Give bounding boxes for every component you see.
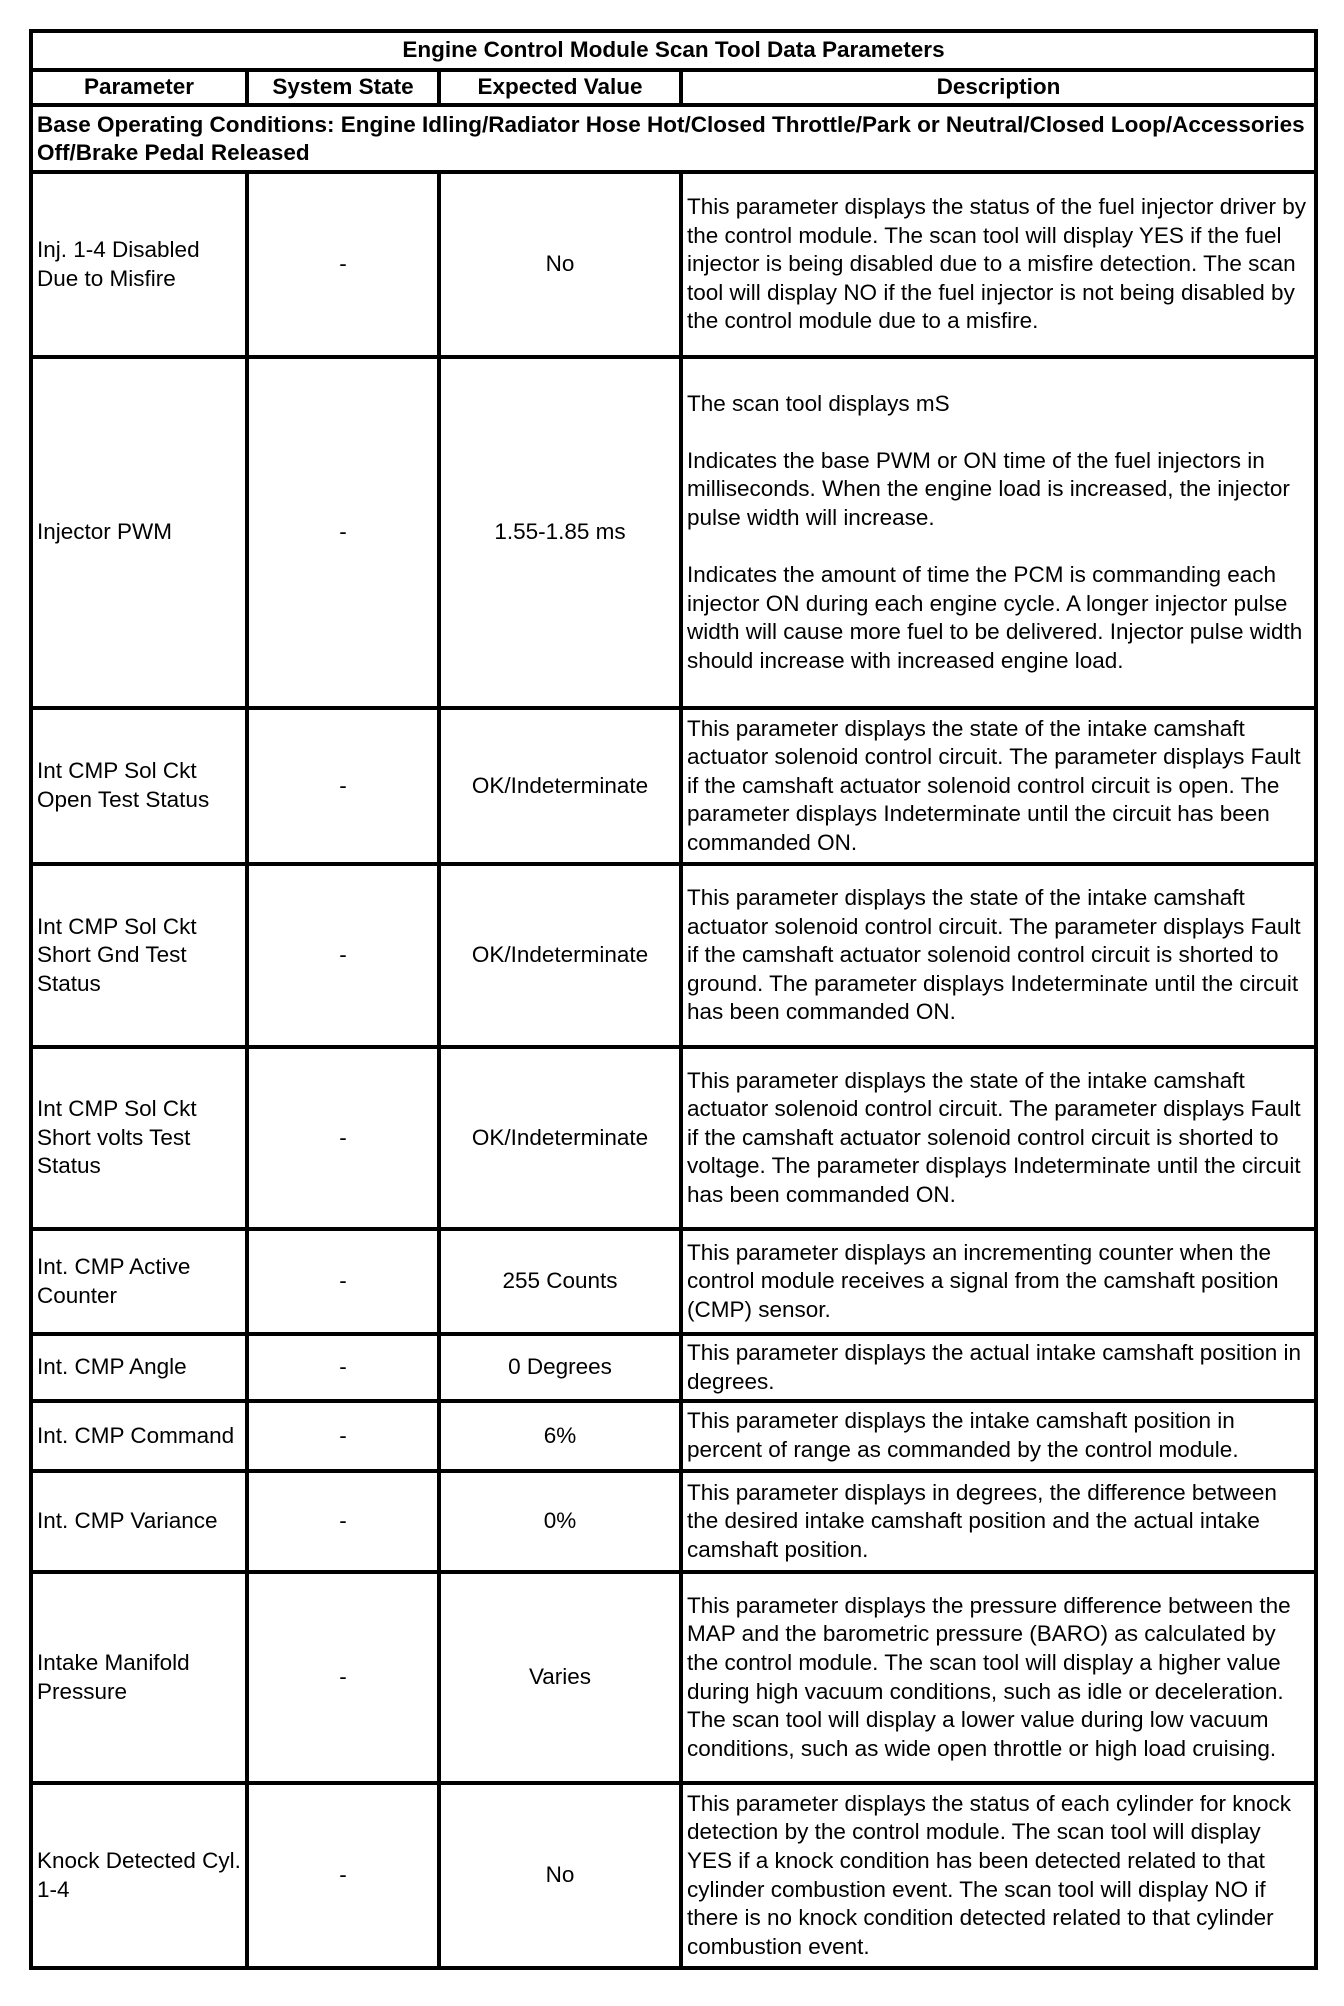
description-paragraph: This parameter displays the intake camshaft position in percent of range as commanded by the control module. (687, 1408, 1239, 1462)
column-header-parameter: Parameter (31, 70, 247, 105)
description-paragraph: The scan tool displays mS (687, 390, 950, 416)
table-row (31, 357, 1316, 708)
expected-value-cell: 6% (439, 1401, 681, 1471)
column-header-expected-value: Expected Value (439, 70, 681, 105)
table-row (31, 1401, 1316, 1471)
description-paragraph: Indicates the amount of time the PCM is commanding each injector ON during each engine cycle. A longer injector pulse width will cause more fuel to be delivered. Injector pulse width should increase with increased engine load. (687, 562, 1303, 673)
description-cell (681, 1471, 1316, 1572)
system-state-cell: - (247, 864, 439, 1047)
description-paragraph: This parameter displays the state of the intake camshaft actuator solenoid control circuit. The parameter displays Fault if the camshaft actuator solenoid control circuit is open. The parameter displays Indeterminate until the circuit has been commanded ON. (687, 715, 1301, 855)
system-state-cell: - (247, 708, 439, 864)
column-header-description: Description (681, 70, 1316, 105)
expected-value-cell: No (439, 172, 681, 357)
expected-value-cell: Varies (439, 1572, 681, 1783)
description-cell (681, 1047, 1316, 1229)
parameter-cell: Int CMP Sol Ckt Short Gnd Test Status (31, 864, 247, 1047)
expected-value-cell: OK/Indeterminate (439, 1047, 681, 1229)
parameter-cell: Int. CMP Angle (31, 1334, 247, 1401)
parameter-cell: Int. CMP Active Counter (31, 1229, 247, 1334)
description-cell (681, 708, 1316, 864)
description-cell (681, 357, 1316, 708)
table-row (31, 864, 1316, 1047)
system-state-cell: - (247, 1229, 439, 1334)
header-row (31, 70, 1316, 105)
table-row (31, 1572, 1316, 1783)
table-row (31, 1334, 1316, 1401)
description-paragraph: This parameter displays the state of the intake camshaft actuator solenoid control circuit. The parameter displays Fault if the camshaft actuator solenoid control circuit is shorted to ground. The parameter displays Indeterminate until the circuit has been commanded ON. (687, 885, 1301, 1025)
description-cell (681, 1229, 1316, 1334)
parameter-cell: Knock Detected Cyl. 1-4 (31, 1783, 247, 1968)
description-cell (681, 1401, 1316, 1471)
table-row (31, 1471, 1316, 1572)
description-paragraph: This parameter displays the pressure difference between the MAP and the barometric pressure (BARO) as calculated by the control module. The scan tool will display a higher value during high vacuum conditions, such as idle or deceleration. The scan tool will display a lower value during low vacuum conditions, such as wide open throttle or high load cruising. (687, 1592, 1291, 1761)
parameter-cell: Intake Manifold Pressure (31, 1572, 247, 1783)
expected-value-cell: No (439, 1783, 681, 1968)
description-cell (681, 1783, 1316, 1968)
description-cell (681, 864, 1316, 1047)
system-state-cell: - (247, 1572, 439, 1783)
scan-tool-data-table (29, 29, 1318, 1970)
table-row (31, 1047, 1316, 1229)
parameter-cell: Int CMP Sol Ckt Short volts Test Status (31, 1047, 247, 1229)
parameter-cell: Inj. 1-4 Disabled Due to Misfire (31, 172, 247, 357)
description-paragraph: Indicates the base PWM or ON time of the fuel injectors in milliseconds. When the engine load is increased, the injector pulse width will increase. (687, 447, 1290, 530)
system-state-cell: - (247, 1047, 439, 1229)
description-paragraph: This parameter displays the status of each cylinder for knock detection by the control module. The scan tool will display YES if a knock condition has been detected related to that cylinder combustion event. The scan tool will display NO if there is no knock condition detected related to that cylinder combustion event. (687, 1790, 1292, 1959)
table-row (31, 1229, 1316, 1334)
parameter-cell: Injector PWM (31, 357, 247, 708)
description-cell (681, 172, 1316, 357)
expected-value-cell: 0% (439, 1471, 681, 1572)
system-state-cell: - (247, 1401, 439, 1471)
description-paragraph: This parameter displays an incrementing counter when the control module receives a signal from the camshaft position (CMP) sensor. (687, 1239, 1279, 1322)
description-cell (681, 1334, 1316, 1401)
description-paragraph: This parameter displays the state of the intake camshaft actuator solenoid control circuit. The parameter displays Fault if the camshaft actuator solenoid control circuit is shorted to voltage. The parameter displays Indeterminate until the circuit has been commanded ON. (687, 1067, 1301, 1207)
expected-value-cell: OK/Indeterminate (439, 708, 681, 864)
system-state-cell: - (247, 1783, 439, 1968)
table-title: Engine Control Module Scan Tool Data Parameters (31, 31, 1316, 70)
table-row (31, 172, 1316, 357)
description-paragraph: This parameter displays the status of the fuel injector driver by the control module. The scan tool will display YES if the fuel injector is being disabled due to a misfire detection. The scan tool will display NO if the fuel injector is not being disabled by the control module due to a misfire. (687, 194, 1307, 334)
description-paragraph: This parameter displays the actual intake camshaft position in degrees. (687, 1339, 1302, 1394)
table-row (31, 708, 1316, 864)
system-state-cell: - (247, 172, 439, 357)
parameter-cell: Int. CMP Variance (31, 1471, 247, 1572)
system-state-cell: - (247, 1334, 439, 1401)
description-paragraph: This parameter displays in degrees, the difference between the desired intake camshaft position and the actual intake camshaft position. (687, 1479, 1277, 1562)
expected-value-cell: OK/Indeterminate (439, 864, 681, 1047)
column-header-system-state: System State (247, 70, 439, 105)
description-cell (681, 1572, 1316, 1783)
system-state-cell: - (247, 357, 439, 708)
table-row (31, 1783, 1316, 1968)
system-state-cell: - (247, 1471, 439, 1572)
expected-value-cell: 255 Counts (439, 1229, 681, 1334)
expected-value-cell: 1.55-1.85 ms (439, 357, 681, 708)
expected-value-cell: 0 Degrees (439, 1334, 681, 1401)
parameter-cell: Int CMP Sol Ckt Open Test Status (31, 708, 247, 864)
base-operating-conditions: Base Operating Conditions: Engine Idling/Radiator Hose Hot/Closed Throttle/Park or Neutral/Closed Loop/Accessories Off/Brake Pedal Released (31, 105, 1316, 172)
parameter-cell: Int. CMP Command (31, 1401, 247, 1471)
